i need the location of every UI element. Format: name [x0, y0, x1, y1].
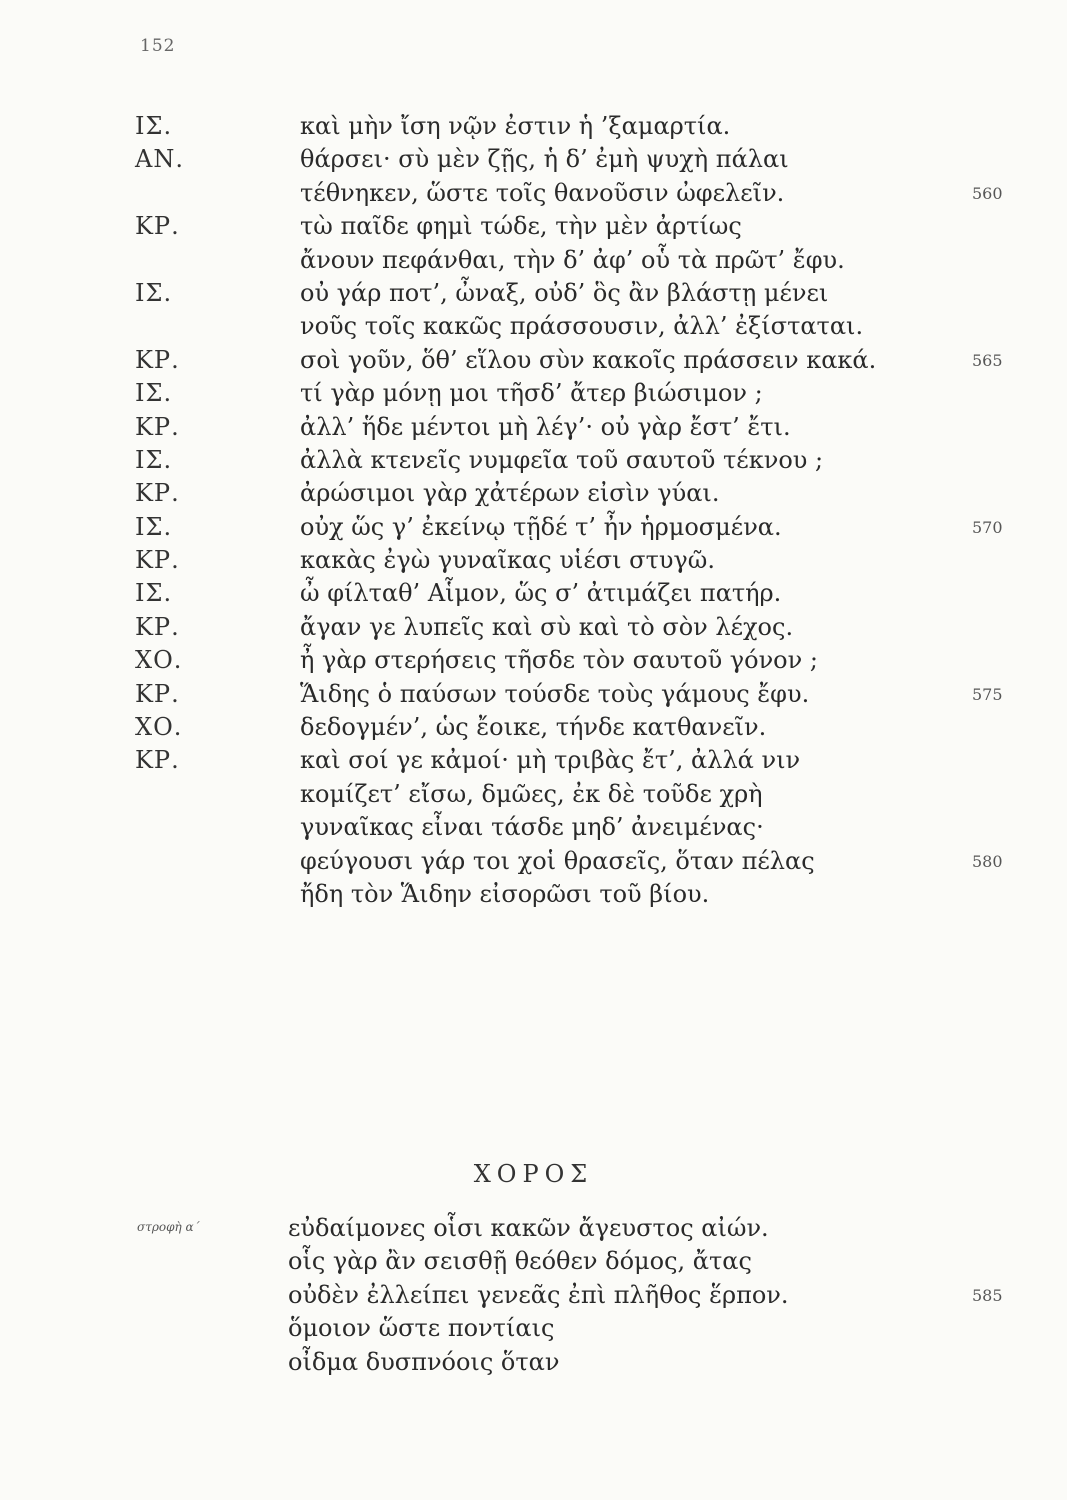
- verse-text: τέθνηκεν, ὥστε τοῖς θανοῦσιν ὠφελεῖν.: [300, 178, 785, 207]
- verse-text: ἀρώσιμοι γὰρ χἀτέρων εἰσὶν γύαι.: [300, 479, 720, 508]
- speaker-label: ΙΣ.: [135, 512, 173, 541]
- verse-line: [0, 1245, 1067, 1278]
- verse-line: [0, 110, 1067, 143]
- line-number: 570: [972, 517, 1003, 537]
- verse-text: οἷς γὰρ ἂν σεισθῇ θεόθεν δόμος, ἄτας: [288, 1247, 752, 1276]
- chorus-heading: ΧΟΡΟΣ: [473, 1160, 594, 1188]
- speaker-label: ΚΡ.: [135, 479, 180, 508]
- verse-text: θάρσει· σὺ μὲν ζῇς, ἡ δ’ ἐμὴ ψυχὴ πάλαι: [300, 145, 789, 174]
- verse-text: τί γὰρ μόνῃ μοι τῆσδ’ ἄτερ βιώσιμον ;: [300, 379, 763, 408]
- verse-line: [0, 1279, 1067, 1312]
- speaker-label: ΚΡ.: [135, 746, 180, 775]
- verse-text: ἀλλ’ ἥδε μέντοι μὴ λέγ’· οὐ γὰρ ἔστ’ ἔτι.: [300, 412, 791, 441]
- line-number: 560: [972, 183, 1003, 203]
- verse-line: [0, 511, 1067, 544]
- speaker-label: ΑΝ.: [135, 145, 184, 174]
- verse-text: ἀλλὰ κτενεῖς νυμφεῖα τοῦ σαυτοῦ τέκνου ;: [300, 445, 824, 474]
- verse-text: τὼ παῖδε φημὶ τώδε, τὴν μὲν ἀρτίως: [300, 212, 742, 241]
- verse-line: [0, 878, 1067, 911]
- verse-line: [0, 344, 1067, 377]
- dialogue-block: [0, 110, 1067, 911]
- verse-line: [0, 177, 1067, 210]
- verse-text: ἄγαν γε λυπεῖς καὶ σὺ καὶ τὸ σὸν λέχος.: [300, 612, 794, 641]
- verse-line: [0, 577, 1067, 610]
- strophe-label: στροφὴ α΄: [137, 1220, 200, 1234]
- verse-line: [0, 678, 1067, 711]
- verse-text: φεύγουσι γάρ τοι χοἱ θρασεῖς, ὅταν πέλας: [300, 846, 815, 875]
- verse-text: οὐδὲν ἐλλείπει γενεᾶς ἐπὶ πλῆθος ἕρπον.: [288, 1280, 789, 1309]
- verse-text: εὐδαίμονες οἷσι κακῶν ἄγευστος αἰών.: [288, 1214, 769, 1242]
- speaker-label: ΙΣ.: [135, 379, 173, 408]
- verse-line: [0, 244, 1067, 277]
- verse-line: [0, 1212, 1067, 1245]
- verse-line: [0, 1312, 1067, 1345]
- speaker-label: ΙΣ.: [135, 579, 173, 608]
- verse-line: [0, 644, 1067, 677]
- verse-line: [0, 143, 1067, 176]
- choral-block: [0, 1212, 1067, 1379]
- verse-line: [0, 711, 1067, 744]
- speaker-label: ΧΟ.: [135, 713, 183, 742]
- verse-text: Ἅιδης ὁ παύσων τούσδε τοὺς γάμους ἔφυ.: [300, 679, 810, 708]
- line-number: 565: [972, 350, 1003, 370]
- verse-text: κακὰς ἐγὼ γυναῖκας υἱέσι στυγῶ.: [300, 546, 715, 575]
- line-number: 575: [972, 684, 1003, 704]
- verse-text: οὐχ ὥς γ’ ἐκείνῳ τῇδέ τ’ ἦν ἡρμοσμένα.: [300, 512, 782, 541]
- verse-text: κομίζετ’ εἴσω, δμῶες, ἐκ δὲ τοῦδε χρὴ: [300, 779, 763, 808]
- verse-line: [0, 277, 1067, 310]
- verse-line: [0, 811, 1067, 844]
- speaker-label: ΚΡ.: [135, 679, 180, 708]
- verse-text: δεδογμέν’, ὡς ἔοικε, τήνδε κατθανεῖν.: [300, 713, 767, 742]
- verse-line: [0, 611, 1067, 644]
- verse-line: [0, 778, 1067, 811]
- verse-line: [0, 744, 1067, 777]
- verse-text: οὐ γάρ ποτ’, ὦναξ, οὐδ’ ὃς ἂν βλάστῃ μένει: [300, 278, 829, 307]
- speaker-label: ΙΣ.: [135, 445, 173, 474]
- verse-text: ἤδη τὸν Ἅιδην εἰσορῶσι τοῦ βίου.: [300, 879, 710, 908]
- verse-line: [0, 210, 1067, 243]
- speaker-label: ΚΡ.: [135, 612, 180, 641]
- speaker-label: ΚΡ.: [135, 345, 180, 374]
- verse-line: [0, 1346, 1067, 1379]
- verse-text: σοὶ γοῦν, ὅθ’ εἵλου σὺν κακοῖς πράσσειν κακά.: [300, 345, 877, 374]
- speaker-label: ΚΡ.: [135, 546, 180, 575]
- speaker-label: ΙΣ.: [135, 112, 173, 140]
- line-number: 585: [972, 1285, 1003, 1305]
- verse-text: γυναῖκας εἶναι τάσδε μηδ’ ἀνειμένας·: [300, 813, 764, 842]
- verse-text: νοῦς τοῖς κακῶς πράσσουσιν, ἀλλ’ ἐξίσταται.: [300, 312, 864, 341]
- verse-line: [0, 845, 1067, 878]
- verse-text: ἄνουν πεφάνθαι, τὴν δ’ ἀφ’ οὗ τὰ πρῶτ’ ἔφυ.: [300, 245, 845, 274]
- verse-text: ὦ φίλταθ’ Αἷμον, ὥς σ’ ἀτιμάζει πατήρ.: [300, 579, 782, 608]
- verse-line: [0, 411, 1067, 444]
- verse-text: ἦ γὰρ στερήσεις τῆσδε τὸν σαυτοῦ γόνον ;: [300, 646, 818, 675]
- verse-line: [0, 377, 1067, 410]
- page-number: 152: [140, 36, 176, 56]
- verse-text: οἶδμα δυσπνόοις ὅταν: [288, 1347, 560, 1376]
- verse-line: [0, 544, 1067, 577]
- verse-text: καὶ μὴν ἴση νῷν ἐστιν ἡ ’ξαμαρτία.: [300, 112, 731, 140]
- verse-text: καὶ σοί γε κἀμοί· μὴ τριβὰς ἔτ’, ἀλλά νιν: [300, 746, 801, 775]
- line-number: 580: [972, 851, 1003, 871]
- speaker-label: ΙΣ.: [135, 278, 173, 307]
- speaker-label: ΚΡ.: [135, 212, 180, 241]
- speaker-label: ΚΡ.: [135, 412, 180, 441]
- verse-line: [0, 444, 1067, 477]
- verse-text: ὅμοιον ὥστε ποντίαις: [288, 1314, 555, 1343]
- verse-line: [0, 477, 1067, 510]
- speaker-label: ΧΟ.: [135, 646, 183, 675]
- verse-line: [0, 310, 1067, 343]
